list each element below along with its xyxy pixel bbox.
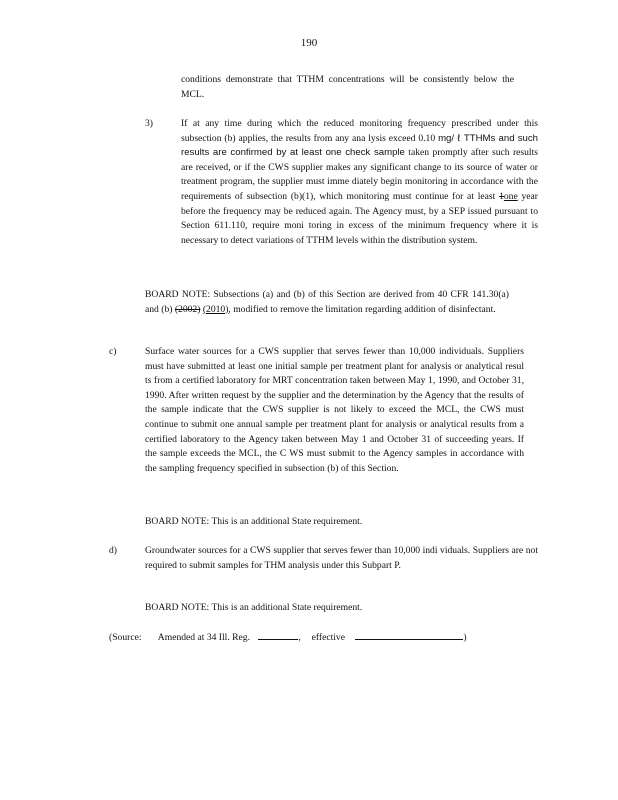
board-note-3: BOARD NOTE: This is an additional State requirement. bbox=[145, 602, 363, 613]
item-3-text-1: If at any time during which the reduced monitoring frequency prescribed under this subsection (b) applies, the results from any ana lysis exceed 0.10 bbox=[181, 118, 538, 144]
item-3-text-sans: mg/ ℓ TTHMs and such results are confirmed by at least one check sample bbox=[181, 132, 538, 159]
source-close: ) bbox=[463, 632, 467, 643]
register-blank bbox=[258, 630, 298, 640]
item-d-paragraph: Groundwater sources for a CWS supplier that serves fewer than 10,000 indi viduals. Suppliers are not required to submit samples for THM analysis under this Subpart P. bbox=[145, 545, 538, 571]
item-d-label: d) bbox=[109, 545, 117, 556]
item-c-paragraph: Surface water sources for a CWS supplier that serves fewer than 10,000 individuals. Suppliers must have submitted at least one initial sample per treatment plant for analysis or analytical resul ts from a certified laboratory for MRT concentration taken between May 1, 1990, and October 31, 1990. After written request by the supplier and the determination by the Agency that the results of the sample indicate that the CWS supplier is not likely to exceed the MCL, the CWS must continue to submit one annual sample per treatment plant for analysis or analytical results from a certified laboratory to the Agency taken between May 1 and October 31 of succeeding years. If the sample exceeds the MCL, the C WS must submit to the Agency samples in accordance with the sampling frequency specified in subsection (b) of this Section. bbox=[145, 346, 524, 474]
item-3-paragraph bbox=[181, 117, 538, 248]
board-note-1 bbox=[145, 288, 509, 317]
board-note-1-text-1: BOARD NOTE: Subsections (a) and (b) of this Section are derived from 40 CFR 141.30(a) and (b) bbox=[145, 289, 509, 315]
continuation-paragraph: conditions demonstrate that TTHM concentrations will be consistently below the MCL. bbox=[181, 74, 514, 100]
source-note bbox=[109, 630, 509, 646]
item-3-text-2: taken promptly after such results are received, or if the CWS supplier makes any significant change to its source of water or treatment program, the supplier must imme diately begin monitoring in accordance with the requirements of subsection (b)(1), which monitoring must continue for at least bbox=[181, 147, 538, 202]
page-number: 190 bbox=[300, 37, 318, 49]
source-amended: Amended at 34 Ill. Reg. bbox=[157, 632, 250, 643]
source-effective: effective bbox=[311, 632, 345, 643]
source-prefix: (Source: bbox=[109, 632, 142, 643]
item-c-label: c) bbox=[109, 346, 117, 357]
item-3-label: 3) bbox=[145, 118, 153, 129]
board-note-2: BOARD NOTE: This is an additional State requirement. bbox=[145, 516, 363, 527]
deleted-text: (2002) bbox=[174, 303, 201, 315]
inserted-text: (2010) bbox=[202, 303, 229, 315]
effective-date-blank bbox=[355, 630, 463, 640]
source-comma: , bbox=[298, 632, 301, 643]
item-3-text-3: year before the frequency may be reduced again. The Agency must, by a SEP issued pursuant to Section 611.110, require moni toring in excess of the minimum frequency where it is necessary to detect variations of TTHM levels within the distribution system. bbox=[181, 190, 538, 246]
board-note-1-text-2: , modified to remove the limitation regarding addition of disinfectant. bbox=[228, 303, 496, 315]
inserted-text: one bbox=[503, 190, 518, 202]
deleted-text: 1 bbox=[499, 190, 504, 202]
